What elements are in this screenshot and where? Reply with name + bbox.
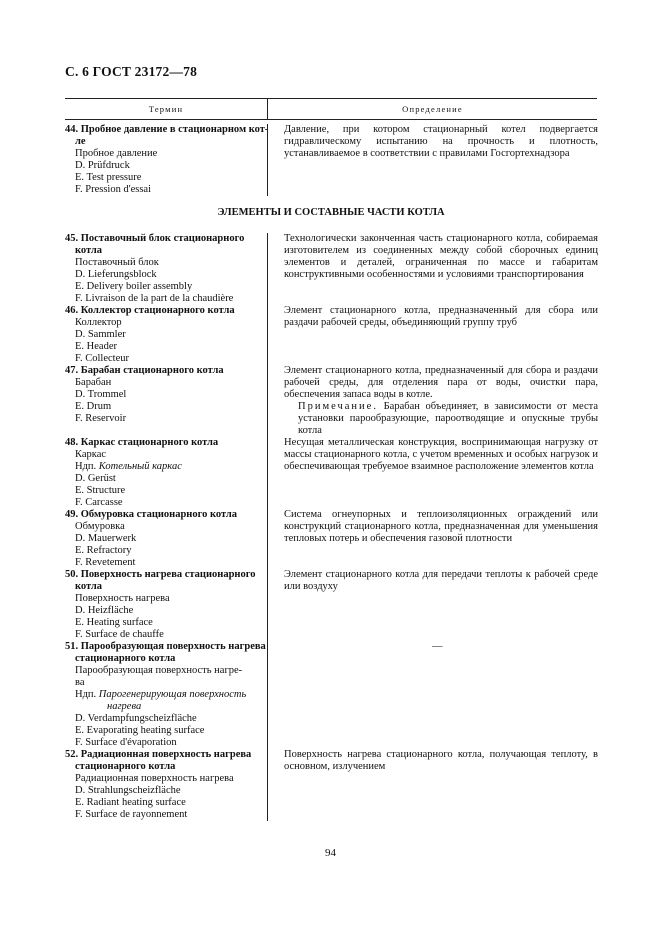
term-title: 50. Поверхность нагрева стационарного [65,569,256,580]
term-synonym: Каркас [75,449,107,460]
term-deprecated [65,461,267,473]
term-german: D. Lieferungsblock [75,269,157,280]
term-english: E. Structure [75,485,126,496]
ndp-label: Ндп. [75,689,97,700]
ndp-term: Котельный каркас [98,461,182,472]
definition-cell [267,365,598,437]
term-deprecated [65,689,267,701]
term-german: D. Heizfläche [75,605,134,616]
term-cell [65,569,267,641]
term-german: D. Prüfdruck [75,160,130,171]
term-title: ле [75,136,86,147]
page-header: С. 6 ГОСТ 23172—78 [65,64,198,79]
note-text: Барабан объединяет, в зависимости от места установки парообразующие, пароотводящие и опускные трубы котла [298,401,599,436]
term-synonym: Барабан [75,377,112,388]
term-french: F. Surface d'évaporation [75,737,177,748]
definition-cell [267,749,598,821]
term-german: D. Verdampfungscheizfläche [75,713,197,724]
term-cell [65,509,267,569]
term-column-header: Термин [148,104,184,114]
term-entry-52 [65,749,597,821]
term-german: D. Trommel [75,389,127,400]
term-title: 52. Радиационная поверхность нагрева [65,749,252,760]
term-title: 45. Поставочный блок стационарного [65,233,245,244]
term-synonym: Пробное давление [75,148,158,159]
term-english: E. Delivery boiler assembly [75,281,193,292]
definition-cell [267,124,598,196]
definition-cell [267,305,598,365]
term-cell [65,124,267,196]
term-entry-49 [65,509,597,569]
term-entry-47 [65,365,597,437]
term-entry-51 [65,641,597,749]
term-title: 51. Парообразующая поверхность нагрева [65,641,266,652]
term-german: D. Strahlungscheizfläche [75,785,181,796]
definition-text: Поверхность нагрева стационарного котла, получающая теплоту, в основном, излучением [284,749,598,772]
term-title: 44. Пробное давление в стационарном кот- [65,124,269,135]
definition-text: Давление, при котором стационарный котел подвергается гидравлическому испытанию на прочность и плотность, устанавливаемое в соответствии с правилами Госгортехнадзора [284,124,598,159]
term-entry-50 [65,569,597,641]
definition-text: Элемент стационарного котла, предназначенный для сбора и раздачи рабочей среды, для отделения пара от воды, очистки пара, обеспечения запаса воды в котле. [284,365,598,400]
term-english: E. Evaporating heating surface [75,725,205,736]
term-entry-45 [65,233,597,305]
term-french: F. Surface de chauffe [75,629,164,640]
term-german: D. Sammler [75,329,126,340]
term-french: F. Carcasse [75,497,123,508]
ndp-term: нагрева [107,701,142,712]
ndp-label: Ндп. [75,461,97,472]
definition-text: Несущая металлическая конструкция, воспринимающая нагрузку от массы стационарного котла, с учетом временных и особых нагрузок и обеспечивающая требуемое взаимное расположение элементов котла [284,437,598,472]
term-english: E. Refractory [75,545,132,556]
page-number: 94 [325,847,336,859]
definition-column-header: Определение [402,104,463,114]
term-french: F. Revetement [75,557,136,568]
term-title: котла [75,245,103,256]
term-cell [65,641,267,749]
term-synonym: Обмуровка [75,521,125,532]
term-french: F. Surface de rayonnement [75,809,188,820]
term-synonym: ва [75,677,85,688]
definition-note [268,401,598,437]
term-title: стационарного котла [75,653,176,664]
term-entry-44 [65,124,597,196]
term-german: D. Gerüst [75,473,116,484]
definition-cell [267,509,598,569]
definition-cell [267,569,598,641]
definition-cell [267,437,598,509]
term-cell [65,365,267,425]
definition-text: Технологически законченная часть стационарного котла, собираемая изготовителем из соединенных между собой сборочных единиц элементов и деталей, ограниченная по массе и габаритам конструктивными особенностями и условиями транспортирования [284,233,598,280]
term-english: E. Heating surface [75,617,153,628]
term-french: F. Reservoir [75,413,127,424]
term-cell [65,749,267,821]
term-title: 48. Каркас стационарного котла [65,437,219,448]
term-german: D. Mauerwerk [75,533,137,544]
term-title: котла [75,581,103,592]
term-french: F. Livraison de la part de la chaudière [75,293,234,304]
term-english: E. Drum [75,401,112,412]
term-english: E. Test pressure [75,172,142,183]
term-synonym: Парообразующая поверхность нагре- [75,665,243,676]
note-prefix: Примечание. [298,401,378,412]
term-cell [65,233,267,305]
term-synonym: Радиационная поверхность нагрева [75,773,234,784]
term-english: E. Radiant heating surface [75,797,186,808]
term-title: 47. Барабан стационарного котла [65,365,224,376]
term-title: стационарного котла [75,761,176,772]
term-synonym: Поставочный блок [75,257,159,268]
term-title: 49. Обмуровка стационарного котла [65,509,238,520]
definition-cell [267,641,598,749]
table-header [65,98,597,120]
term-title: 46. Коллектор стационарного котла [65,305,235,316]
term-french: F. Collecteur [75,353,129,364]
term-entry-48 [65,437,597,509]
term-synonym: Коллектор [75,317,122,328]
definition-cell [267,233,598,305]
term-entry-46 [65,305,597,365]
definition-text: Элемент стационарного котла для передачи теплоты к рабочей среде или воздуху [284,569,598,592]
term-synonym: Поверхность нагрева [75,593,170,604]
term-cell [65,305,267,365]
term-french: F. Pression d'essai [75,184,152,195]
term-english: E. Header [75,341,117,352]
ndp-term: Парогенерирующая поверхность [98,689,247,700]
section-title: ЭЛЕМЕНТЫ И СОСТАВНЫЕ ЧАСТИ КОТЛА [217,207,445,218]
definition-text: Система огнеупорных и теплоизоляционных ограждений или конструкций стационарного котла, предназначенная для уменьшения тепловых потерь и обеспечения газовой плотности [284,509,598,544]
definition-dash: — [432,641,443,652]
definition-text: Элемент стационарного котла, предназначенный для сбора или раздачи рабочей среды, объединяющий группу труб [284,305,598,328]
term-cell [65,437,267,509]
